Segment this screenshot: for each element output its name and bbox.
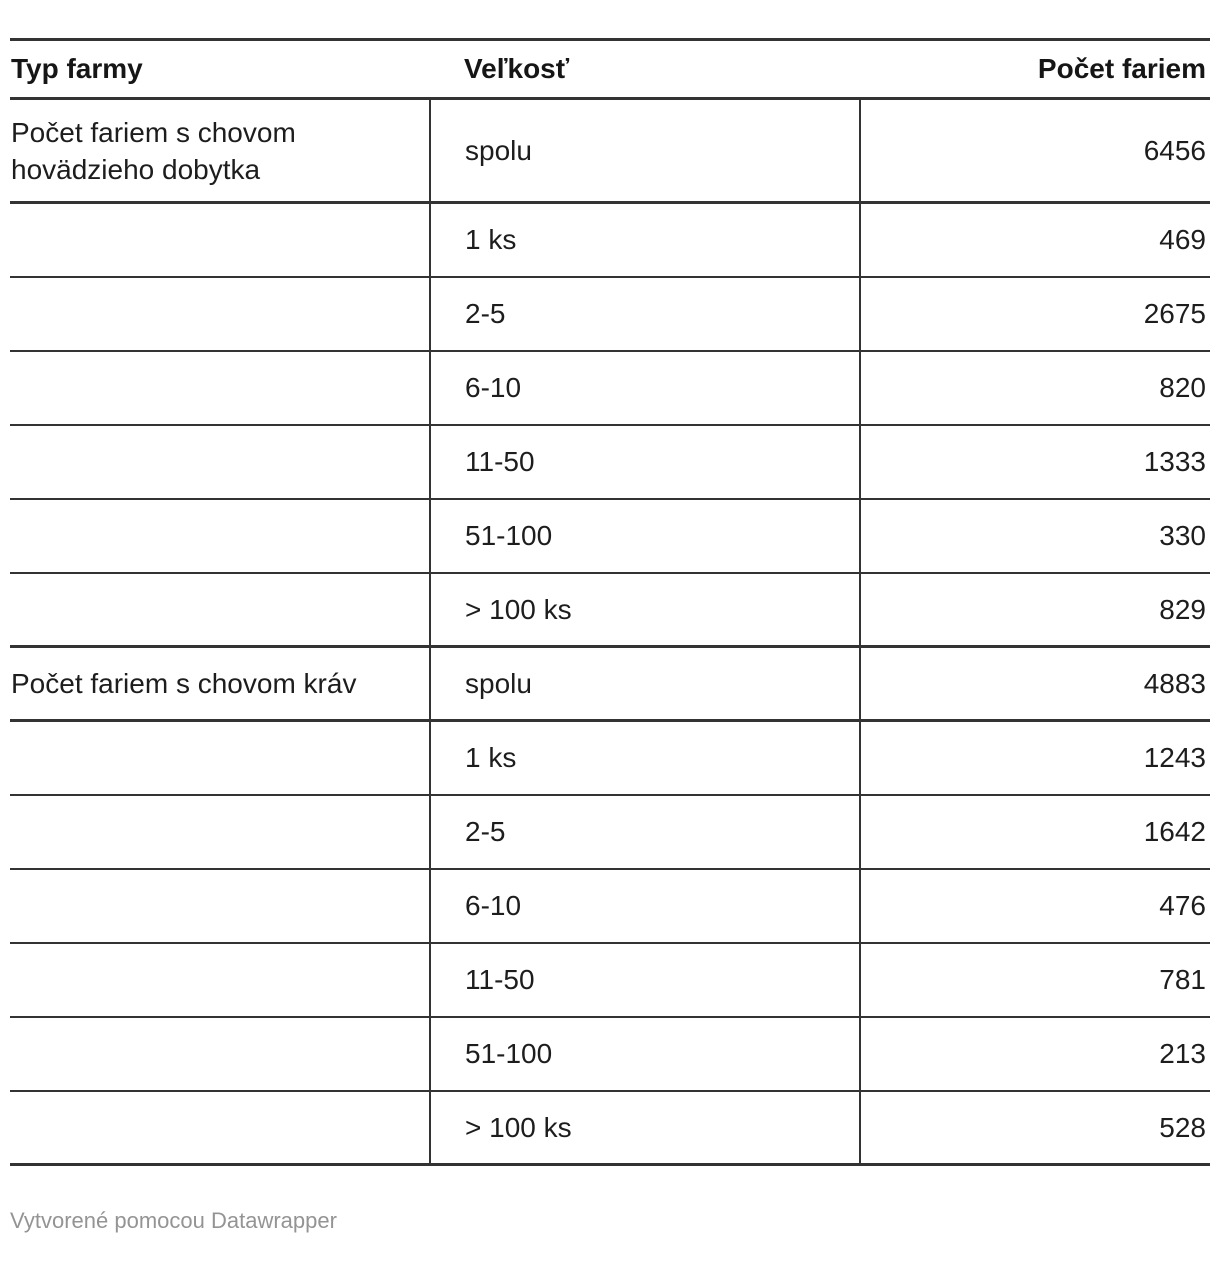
count-cell: 781 bbox=[860, 943, 1210, 1017]
attribution bbox=[10, 1207, 1210, 1235]
datawrapper-link[interactable]: Datawrapper bbox=[210, 1208, 337, 1233]
count-cell: 6456 bbox=[860, 99, 1210, 203]
table-row bbox=[10, 277, 1210, 351]
count-cell: 829 bbox=[860, 573, 1210, 647]
farm-type-cell bbox=[10, 869, 430, 943]
table-row bbox=[10, 943, 1210, 1017]
size-cell: 6-10 bbox=[430, 351, 860, 425]
farm-type-cell bbox=[10, 425, 430, 499]
farm-type-cell bbox=[10, 499, 430, 573]
count-cell: 476 bbox=[860, 869, 1210, 943]
size-cell: 51-100 bbox=[430, 1017, 860, 1091]
farm-type-cell bbox=[10, 277, 430, 351]
column-header-typ-farmy: Typ farmy bbox=[10, 40, 430, 99]
size-cell: 2-5 bbox=[430, 277, 860, 351]
count-cell: 1333 bbox=[860, 425, 1210, 499]
size-cell: spolu bbox=[430, 647, 860, 721]
table-row bbox=[10, 351, 1210, 425]
attribution-text: Vytvorené pomocou bbox=[10, 1208, 211, 1233]
size-cell: > 100 ks bbox=[430, 573, 860, 647]
section-row-hovadzi-dobytok bbox=[10, 99, 1210, 203]
farm-type-cell bbox=[10, 1017, 430, 1091]
column-header-pocet-fariem: Počet fariem bbox=[860, 40, 1210, 99]
size-cell: 11-50 bbox=[430, 425, 860, 499]
table-row bbox=[10, 1017, 1210, 1091]
farm-type-cell bbox=[10, 203, 430, 277]
size-cell: 6-10 bbox=[430, 869, 860, 943]
count-cell: 2675 bbox=[860, 277, 1210, 351]
farms-table bbox=[10, 38, 1210, 1166]
size-cell: 11-50 bbox=[430, 943, 860, 1017]
count-cell: 469 bbox=[860, 203, 1210, 277]
farm-type-cell bbox=[10, 1091, 430, 1165]
count-cell: 1642 bbox=[860, 795, 1210, 869]
count-cell: 4883 bbox=[860, 647, 1210, 721]
count-cell: 213 bbox=[860, 1017, 1210, 1091]
size-cell: 2-5 bbox=[430, 795, 860, 869]
header-row bbox=[10, 40, 1210, 99]
farm-type-cell bbox=[10, 351, 430, 425]
column-header-velkost: Veľkosť bbox=[430, 40, 860, 99]
table-row bbox=[10, 499, 1210, 573]
farm-type-cell: Počet fariem s chovom kráv bbox=[11, 668, 357, 699]
section-row-kravy bbox=[10, 647, 1210, 721]
table-row bbox=[10, 869, 1210, 943]
size-cell: spolu bbox=[430, 99, 860, 203]
count-cell: 528 bbox=[860, 1091, 1210, 1165]
count-cell: 820 bbox=[860, 351, 1210, 425]
table-row bbox=[10, 721, 1210, 795]
count-cell: 330 bbox=[860, 499, 1210, 573]
table-row bbox=[10, 1091, 1210, 1165]
farm-type-cell bbox=[10, 795, 430, 869]
table-row bbox=[10, 795, 1210, 869]
farm-type-cell bbox=[10, 943, 430, 1017]
farm-type-cell: Počet fariem s chovom hovädzieho dobytka bbox=[11, 116, 296, 185]
count-cell: 1243 bbox=[860, 721, 1210, 795]
table-row bbox=[10, 573, 1210, 647]
size-cell: > 100 ks bbox=[430, 1091, 860, 1165]
size-cell: 1 ks bbox=[430, 203, 860, 277]
farm-type-cell bbox=[10, 573, 430, 647]
table-row bbox=[10, 425, 1210, 499]
table-row bbox=[10, 203, 1210, 277]
size-cell: 1 ks bbox=[430, 721, 860, 795]
size-cell: 51-100 bbox=[430, 499, 860, 573]
farm-type-cell bbox=[10, 721, 430, 795]
